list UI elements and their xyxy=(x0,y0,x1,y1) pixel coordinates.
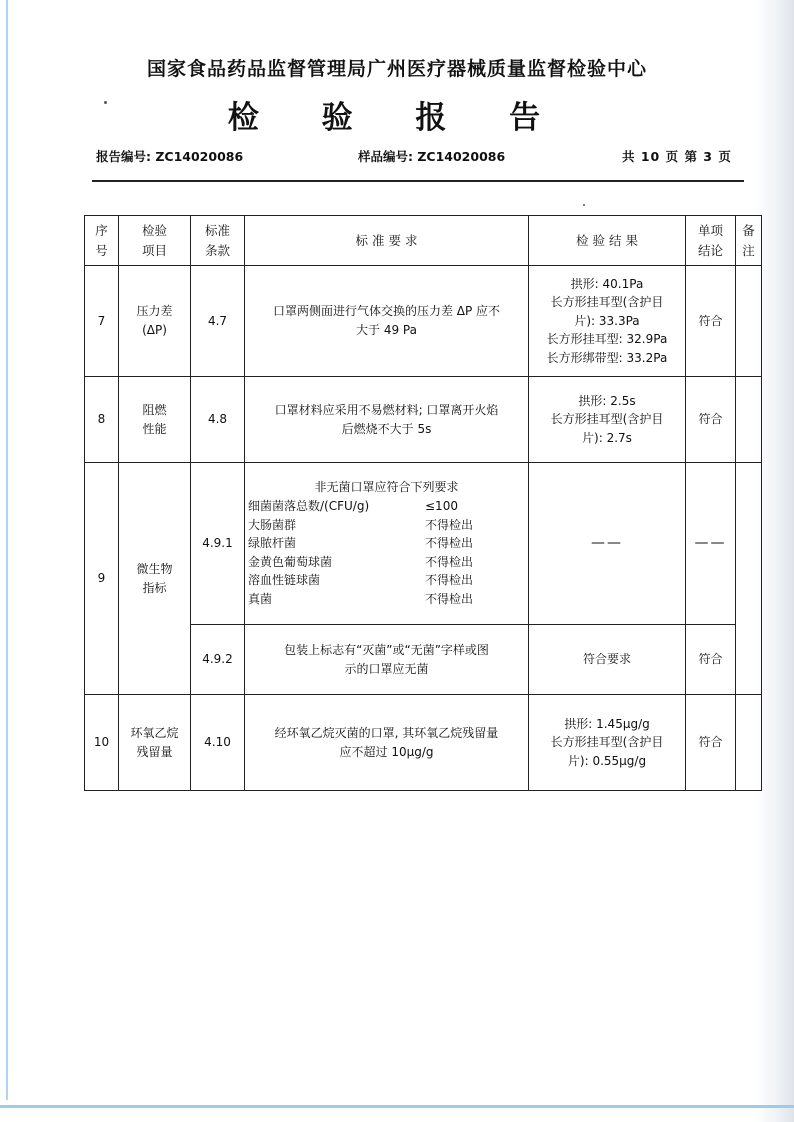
row7-conclusion: 符合 xyxy=(686,266,736,377)
row8-requirement: 口罩材料应采用不易燃材料; 口罩离开火焰 后燃烧不大于 5s xyxy=(245,377,529,463)
row10-result: 拱形: 1.45μg/g 长方形挂耳型(含护目 片): 0.55μg/g xyxy=(529,695,686,791)
row7-item: 压力差 (ΔP) xyxy=(119,266,191,377)
row10-clause: 4.10 xyxy=(191,695,245,791)
table-header-row xyxy=(85,216,762,266)
page-count: 共 10 页 第 3 页 xyxy=(622,149,732,164)
row8-note xyxy=(736,377,762,463)
row9-1-requirement: 非无菌口罩应符合下列要求 细菌菌落总数/(CFU/g) ≤100 大肠菌群 不得检出 绿脓杆菌 不得检出 金黄色葡萄球菌 不得检出 溶血性链球菌 不得检出 真菌 不得检出 xyxy=(245,463,529,625)
header-item: 检验 项目 xyxy=(119,216,191,266)
inspection-table xyxy=(84,215,762,791)
report-title: 检 验 报 告 xyxy=(227,100,567,136)
report-number: 报告编号: ZC14020086 xyxy=(96,149,244,164)
row8-conclusion: 符合 xyxy=(686,377,736,463)
row9-1-clause: 4.9.1 xyxy=(191,463,245,625)
row8-clause: 4.8 xyxy=(191,377,245,463)
row7-result: 拱形: 40.1Pa 长方形挂耳型(含护目 片): 33.3Pa 长方形挂耳型: 32.9Pa 长方形绑带型: 33.2Pa xyxy=(529,266,686,377)
header-result: 检 验 结 果 xyxy=(529,216,686,266)
table-row xyxy=(85,377,762,463)
scan-margin-line xyxy=(6,0,8,1100)
row9-2-requirement: 包装上标志有“灭菌”或“无菌”字样或图 示的口罩应无菌 xyxy=(245,625,529,695)
header-rule xyxy=(92,180,744,182)
row9-1-result: —— xyxy=(529,463,686,625)
row9-2-conclusion: 符合 xyxy=(686,625,736,695)
row10-requirement: 经环氧乙烷灭菌的口罩, 其环氧乙烷残留量 应不超过 10μg/g xyxy=(245,695,529,791)
row9-2-clause: 4.9.2 xyxy=(191,625,245,695)
header-conclusion: 单项 结论 xyxy=(686,216,736,266)
row9-seq: 9 xyxy=(85,463,119,695)
row7-requirement: 口罩两侧面进行气体交换的压力差 ΔP 应不 大于 49 Pa xyxy=(245,266,529,377)
row10-seq: 10 xyxy=(85,695,119,791)
row9-item: 微生物 指标 xyxy=(119,463,191,695)
header-requirement: 标 准 要 求 xyxy=(245,216,529,266)
table-row xyxy=(85,266,762,377)
row9-note xyxy=(736,463,762,695)
header-seq: 序 号 xyxy=(85,216,119,266)
row8-result: 拱形: 2.5s 长方形挂耳型(含护目 片): 2.7s xyxy=(529,377,686,463)
row7-note xyxy=(736,266,762,377)
row8-seq: 8 xyxy=(85,377,119,463)
row9-1-conclusion: —— xyxy=(686,463,736,625)
table-row xyxy=(85,463,762,625)
row10-item: 环氧乙烷 残留量 xyxy=(119,695,191,791)
header-clause: 标准 条款 xyxy=(191,216,245,266)
row10-note xyxy=(736,695,762,791)
row8-item: 阻燃 性能 xyxy=(119,377,191,463)
organization-name: 国家食品药品监督管理局广州医疗器械质量监督检验中心 xyxy=(146,58,647,80)
row7-clause: 4.7 xyxy=(191,266,245,377)
row10-conclusion: 符合 xyxy=(686,695,736,791)
header-note: 备 注 xyxy=(736,216,762,266)
table-row xyxy=(85,695,762,791)
scan-bottom-line xyxy=(0,1105,794,1108)
sample-number: 样品编号: ZC14020086 xyxy=(358,149,506,164)
row7-seq: 7 xyxy=(85,266,119,377)
row9-2-result: 符合要求 xyxy=(529,625,686,695)
scan-speck xyxy=(583,204,585,206)
